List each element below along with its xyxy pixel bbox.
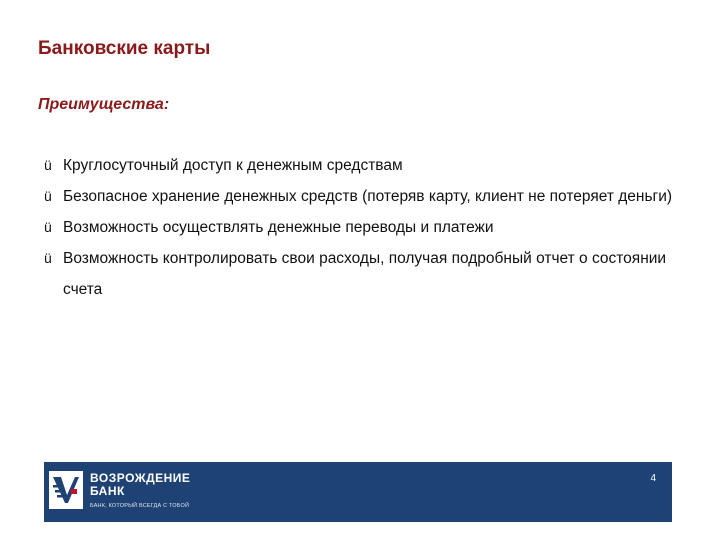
footer-bar <box>44 462 672 522</box>
list-item-text: Безопасное хранение денежных средств (потеряв карту, клиент не потеряет деньги) <box>63 188 673 205</box>
bank-logo-line2: БАНК <box>90 484 125 498</box>
list-item <box>44 181 694 212</box>
bank-logo-text <box>90 472 190 498</box>
check-mark-icon: ü <box>44 219 52 235</box>
bank-logo-line1: ВОЗРОЖДЕНИЕ <box>90 471 191 485</box>
vozrozhdenie-bank-logo-icon <box>49 471 83 509</box>
check-mark-icon: ü <box>44 188 52 204</box>
list-item <box>44 150 694 181</box>
page-number: 4 <box>650 473 656 484</box>
list-item-text: Круглосуточный доступ к денежным средствам <box>63 157 403 174</box>
bank-tagline: БАНК, КОТОРЫЙ ВСЕГДА С ТОБОЙ <box>90 503 190 509</box>
slide-title: Банковские карты <box>38 38 211 59</box>
check-mark-icon: ü <box>44 250 52 266</box>
list-item <box>44 212 694 243</box>
check-mark-icon: ü <box>44 157 52 173</box>
list-item-text: Возможность контролировать свои расходы, получая подробный отчет о состоянии счета <box>63 250 667 298</box>
advantages-list <box>44 150 694 305</box>
list-item-text: Возможность осуществлять денежные переводы и платежи <box>63 219 494 236</box>
list-item <box>44 243 694 305</box>
section-subtitle: Преимущества: <box>38 96 170 113</box>
